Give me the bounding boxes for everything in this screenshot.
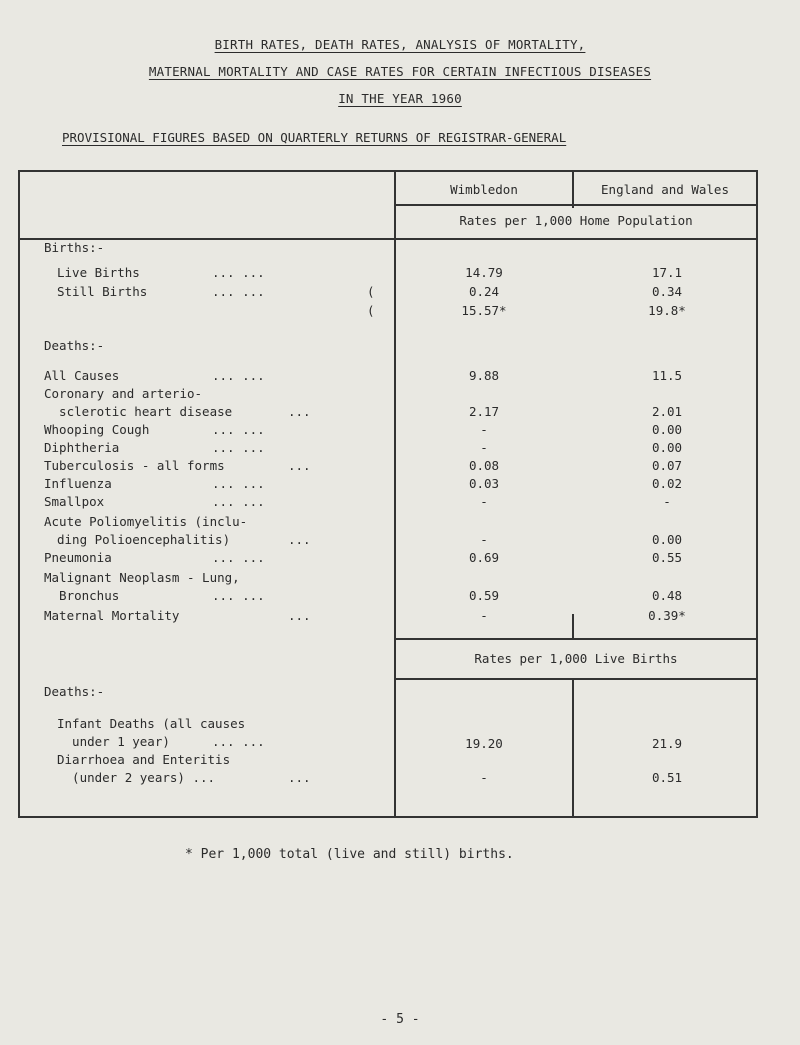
deaths-heading-infant: Deaths:- [44,684,105,699]
wimbledon-value: - [480,494,488,509]
deaths-heading: Deaths:- [44,338,105,353]
row-label: Maternal Mortality [44,608,180,623]
row-label: Influenza [44,476,112,491]
row-label: Tuberculosis - all forms [44,458,225,473]
england-wales-value: 17.1 [651,265,683,280]
page-number: - 5 - [380,1012,420,1027]
wimbledon-value: - [480,532,488,547]
row-label: Coronary and arterio- [44,386,203,401]
wimbledon-value: 0.69 [468,550,500,565]
england-wales-value: 0.34 [651,284,683,299]
title-line-2: MATERNAL MORTALITY AND CASE RATES FOR CERTAIN INFECTIOUS DISEASES [148,64,652,79]
row-label: ding Polioencephalitis) [57,532,231,547]
wimbledon-value: - [480,608,488,623]
wimbledon-value: 15.57* [461,303,507,318]
header-rule-1 [394,204,756,206]
row-dots: ... ... [212,476,265,491]
england-wales-value: 0.00 [651,422,683,437]
col-header-wimbledon: Wimbledon [450,182,518,197]
england-wales-value: 2.01 [651,404,683,419]
footnote: * Per 1,000 total (live and still) births. [185,847,514,862]
row-dots: ... [288,608,311,623]
wimbledon-value: 0.03 [468,476,500,491]
row-bracket: ( [367,303,375,318]
row-dots: ... ... [212,422,265,437]
row-dots: ... ... [212,368,265,383]
wimbledon-value: 2.17 [468,404,500,419]
rates-home-population-header: Rates per 1,000 Home Population [459,213,693,228]
title-line-1: BIRTH RATES, DEATH RATES, ANALYSIS OF MORTALITY, [214,37,586,52]
wimbledon-value: 0.08 [468,458,500,473]
england-wales-value: 0.51 [651,770,683,785]
england-wales-value: 0.07 [651,458,683,473]
row-label: Diarrhoea and Enteritis [57,752,231,767]
col-header-england-wales: England and Wales [601,182,729,197]
row-dots: ... [288,458,311,473]
england-wales-value: 0.00 [651,440,683,455]
row-label: under 1 year) [57,734,170,749]
wimbledon-value: - [480,440,488,455]
row-dots: ... ... [212,284,265,299]
wimbledon-value: 14.79 [465,265,503,280]
row-label: Bronchus [44,588,120,603]
wimbledon-value: 9.88 [468,368,500,383]
row-label: (under 2 years) ... [57,770,216,785]
row-dots: ... ... [212,440,265,455]
header-rule-2 [20,238,756,240]
row-label: Pneumonia [44,550,112,565]
statistics-table [18,170,758,818]
row-label: Smallpox [44,494,105,509]
row-label: sclerotic heart disease [44,404,233,419]
row-dots: ... [288,404,311,419]
england-wales-value: 0.02 [651,476,683,491]
row-label: Live Births [57,265,140,280]
england-wales-value: 0.48 [651,588,683,603]
row-label: Diphtheria [44,440,120,455]
england-wales-value: 0.39* [648,608,686,623]
row-label: Whooping Cough [44,422,150,437]
england-wales-value: 0.00 [651,532,683,547]
row-label: Still Births [57,284,148,299]
england-wales-value: 21.9 [651,736,683,751]
row-bracket: ( [367,284,375,299]
wimbledon-value: 0.59 [468,588,500,603]
mid-rule-1 [394,638,756,640]
row-dots: ... [288,770,311,785]
england-wales-value: 11.5 [651,368,683,383]
england-wales-value: 0.55 [651,550,683,565]
row-dots: ... ... [212,550,265,565]
row-dots: ... ... [212,588,265,603]
wimbledon-value: - [480,770,488,785]
wimbledon-value: - [480,422,488,437]
row-label: Infant Deaths (all causes [57,716,246,731]
row-dots: ... ... [212,734,265,749]
row-label: Malignant Neoplasm - Lung, [44,570,240,585]
row-label: Acute Poliomyelitis (inclu- [44,514,248,529]
provisional-heading: PROVISIONAL FIGURES BASED ON QUARTERLY RETURNS OF REGISTRAR-GENERAL [62,130,567,145]
row-dots: ... [288,532,311,547]
row-label: All Causes [44,368,120,383]
row-dots: ... ... [212,494,265,509]
row-dots: ... ... [212,265,265,280]
wimbledon-value: 0.24 [468,284,500,299]
england-wales-value: 19.8* [648,303,686,318]
rates-live-births-header: Rates per 1,000 Live Births [474,651,678,666]
wimbledon-value: 19.20 [465,736,503,751]
title-line-3: IN THE YEAR 1960 [338,91,462,106]
mid-rule-2 [394,678,756,680]
births-heading: Births:- [44,240,105,255]
england-wales-value: - [663,494,671,509]
